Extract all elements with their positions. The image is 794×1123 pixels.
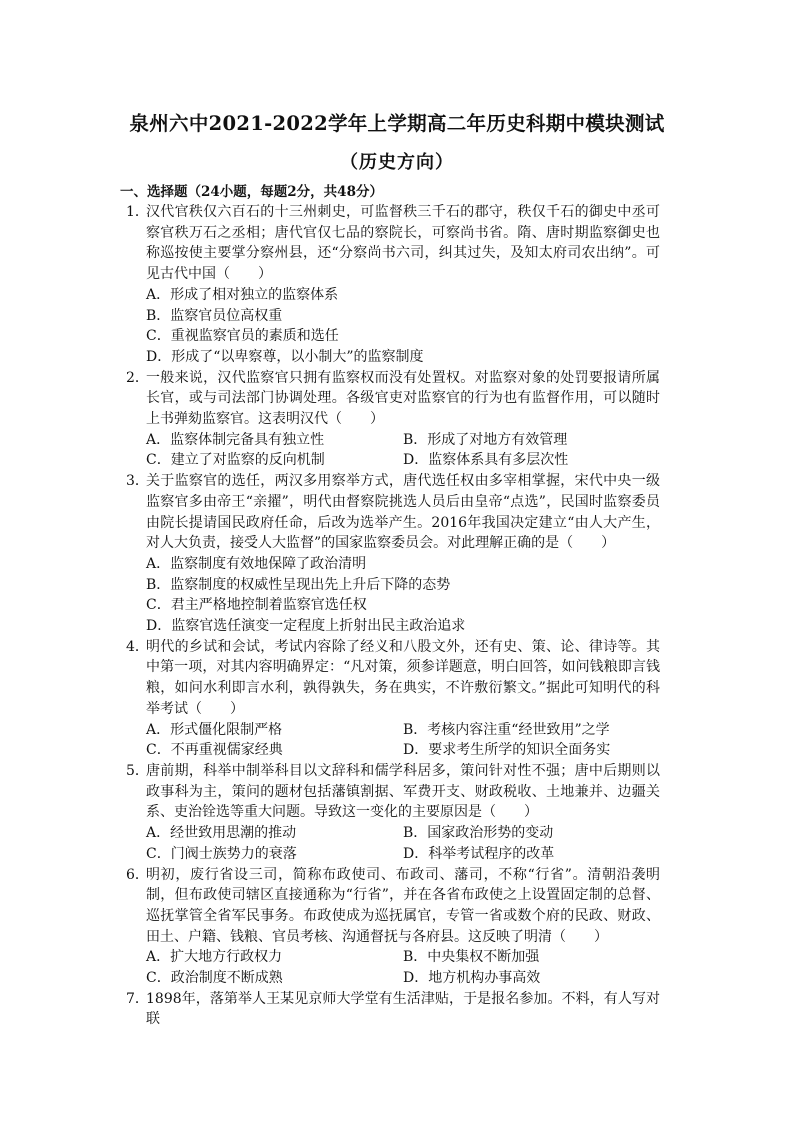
question-number: 5． <box>126 762 149 779</box>
option-b: B．监察官员位高权重 <box>146 307 283 324</box>
option-c: C．君主严格地控制着监察官选任权 <box>146 597 367 614</box>
option-d: D．监察体系具有多层次性 <box>403 452 569 469</box>
question-3 <box>120 471 660 637</box>
option-row <box>120 844 660 865</box>
option-c: C．政治制度不断成熟 <box>146 970 283 987</box>
question-text: 明代的乡试和会试，考试内容除了经义和八股文外，还有史、策、论、律诗等。其中第一项，对其内容明确界定：“凡对策，须参详题意，明白回答，如问钱粮即言钱粮，如问水利即言水利，孰得孰失，务在典实，不许敷衍繁文。”据此可知明代的科举考试（ ） <box>146 638 660 717</box>
question-number: 3． <box>126 473 149 490</box>
question-stem <box>120 865 660 948</box>
question-5 <box>120 761 660 865</box>
option-c: C．门阀士族势力的衰落 <box>146 845 297 862</box>
option-b: B．国家政治形势的变动 <box>403 825 554 842</box>
option-a: A．监察制度有效地保障了政治清明 <box>146 555 367 572</box>
question-number: 7． <box>126 990 149 1007</box>
question-text: 一般来说，汉代监察官只拥有监察权而没有处置权。对监察对象的处罚要报请所属长官，或与司法部门协调处理。各级官吏对监察官的行为也有监督作用，可以随时上书弹劾监察官。这表明汉代（ ） <box>146 369 660 428</box>
question-1 <box>120 202 660 368</box>
option-row <box>120 968 660 989</box>
question-number: 1． <box>126 204 149 220</box>
option-a: A．监察体制完备具有独立性 <box>146 431 325 448</box>
question-text: 1898年，落第举人王某见京师大学堂有生活津贴，于是报名参加。不料，有人写对联 <box>146 990 660 1028</box>
question-6 <box>120 865 660 989</box>
section-heading: 一、选择题（24小题，每题2分，共48分） <box>120 184 383 200</box>
exam-subtitle: （历史方向） <box>340 152 454 173</box>
question-number: 2． <box>126 369 149 386</box>
option-row <box>120 450 660 471</box>
option-c: C．重视监察官员的素质和选任 <box>146 328 339 345</box>
option-b: B．中央集权不断加强 <box>403 949 540 966</box>
option-row <box>120 947 660 968</box>
question-stem <box>120 368 660 430</box>
option-d: D．形成了“以卑察尊，以小制大”的监察制度 <box>146 348 424 365</box>
option-d: D．地方机构办事高效 <box>403 970 541 987</box>
option-b: B．监察制度的权威性呈现出先上升后下降的态势 <box>146 576 451 593</box>
question-stem <box>120 202 660 285</box>
option-d: D．科举考试程序的改革 <box>403 845 555 862</box>
question-list <box>120 202 660 1030</box>
question-text: 唐前期，科举中制举科目以文辞科和儒学科居多，策问针对性不强；唐中后期则以政事科为主，策问的题材包括藩镇割据、军费开支、财政税收、土地兼并、边疆关系、吏治铨选等重大问题。导致这一变化的主要原因是（ ） <box>146 762 660 821</box>
option-c: C．不再重视儒家经典 <box>146 742 283 759</box>
option-row <box>120 720 660 741</box>
exam-title: 泉州六中2021-2022学年上学期高二年历史科期中模块测试 <box>129 112 665 135</box>
question-stem <box>120 761 660 823</box>
question-text: 汉代官秩仅六百石的十三州刺史，可监督秩三千石的郡守，秩仅千石的御史中丞可察官秩万石之丞相；唐代官仅七品的察院长，可察尚书省。隋、唐时期监察御史也称巡按使主要掌分察州县，还“分察尚书六司，纠其过失，及知太府司农出纳”。可见古代中国（ ） <box>146 204 660 283</box>
option-d: D．要求考生所学的知识全面务实 <box>403 742 611 759</box>
question-text: 关于监察官的选任，两汉多用察举方式，唐代选任权由多宰相掌握，宋代中央一级监察官多由帝王“亲擢”，明代由督察院挑选人员后由皇帝“点选”，民国时监察委员由院长提请国民政府任命，后改为选举产生。2016年我国决定建立“由人大产生，对人大负责，接受人大监督”的国家监察委员会。对此理解正确的是（ ） <box>146 473 660 552</box>
option-c: C．建立了对监察的反向机制 <box>146 452 325 469</box>
option-row <box>120 430 660 451</box>
option-row <box>120 823 660 844</box>
question-number: 4． <box>126 638 149 655</box>
option-a: A．形式僵化限制严格 <box>146 721 283 738</box>
question-stem <box>120 471 660 554</box>
option-a: A．经世致用思潮的推动 <box>146 825 297 842</box>
question-4 <box>120 637 660 761</box>
option-a: A．扩大地方行政权力 <box>146 949 283 966</box>
question-stem <box>120 637 660 720</box>
option-a: A．形成了相对独立的监察体系 <box>146 286 339 303</box>
option-row <box>120 740 660 761</box>
option-d: D．监察官选任演变一定程度上折射出民主政治追求 <box>146 618 466 635</box>
question-text: 明初，废行省设三司，简称布政使司、布政司、藩司，不称“行省”。清朝沿袭明制，但布政使司辖区直接通称为“行省”，并在各省布政使之上设置固定制的总督、巡抚掌管全省军民事务。布政使成为巡抚属官，专管一省或数个府的民政、财政、田土、户籍、钱粮、官员考核、沟通督抚与各府县。这反映了明清（ ） <box>146 866 660 945</box>
question-7 <box>120 989 660 1030</box>
question-number: 6． <box>126 866 149 883</box>
option-b: B．考核内容注重“经世致用”之学 <box>403 721 610 738</box>
option-b: B．形成了对地方有效管理 <box>403 431 568 448</box>
question-stem <box>120 989 660 1030</box>
question-2 <box>120 368 660 472</box>
